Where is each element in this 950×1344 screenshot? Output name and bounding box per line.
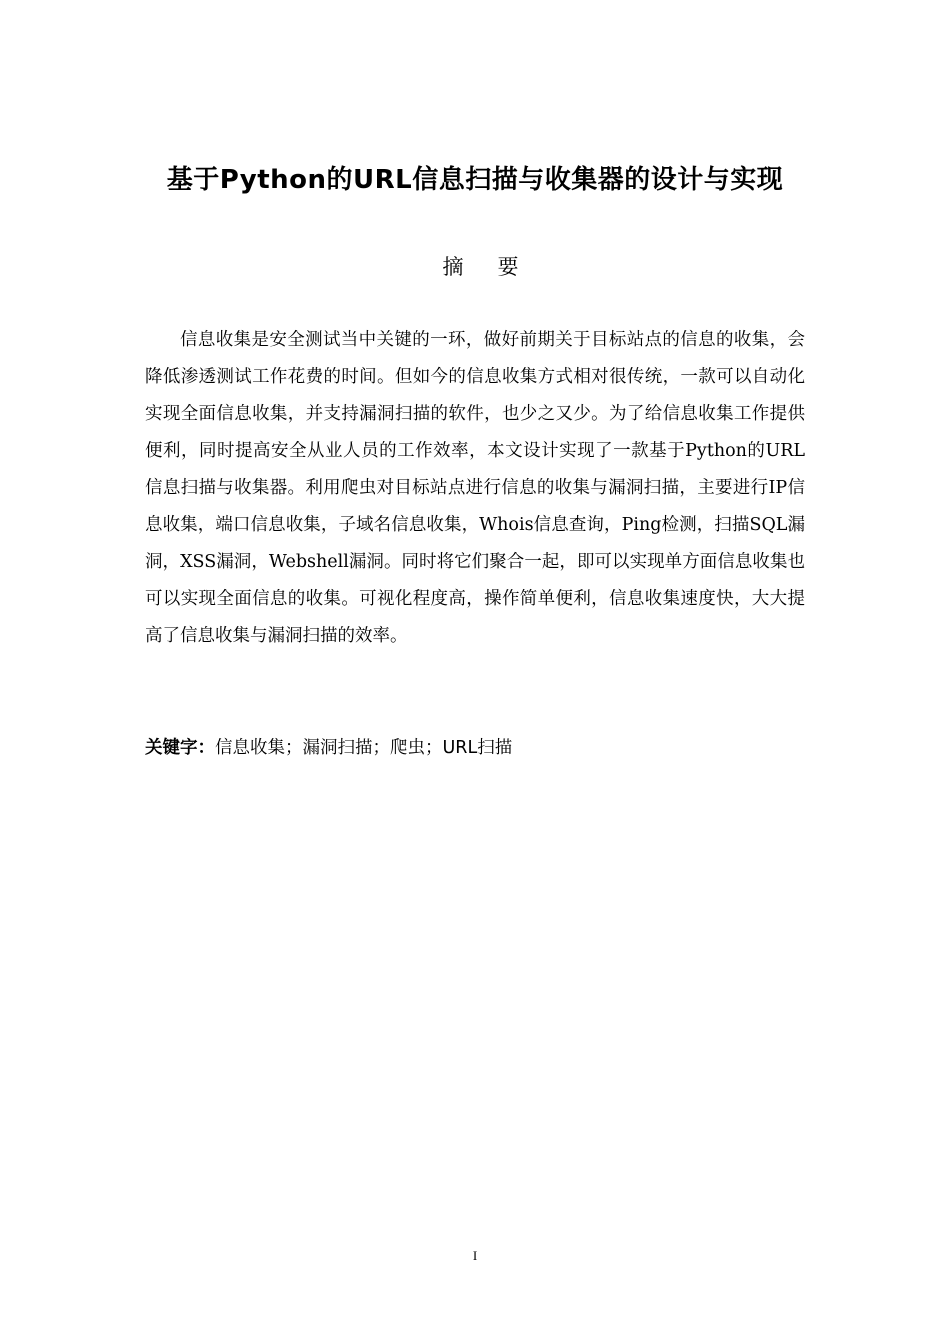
paper-title: 基于Python的URL信息扫描与收集器的设计与实现 xyxy=(166,165,784,195)
abstract-heading: 摘要 xyxy=(442,255,553,279)
keywords-line xyxy=(145,732,805,764)
abstract-paragraph: 信息收集是安全测试当中关键的一环，做好前期关于目标站点的信息的收集，会降低渗透测试工作花费的时间。但如今的信息收集方式相对很传统，一款可以自动化实现全面信息收集，并支持漏洞扫描的软件，也少之又少。为了给信息收集工作提供便利，同时提高安全从业人员的工作效率，本文设计实现了一款基于Python的URL信息扫描与收集器。利用爬虫对目标站点进行信息的收集与漏洞扫描，主要进行IP信息收集，端口信息收集，子域名信息收集，Whois信息查询，Ping检测，扫描SQL漏洞，XSS漏洞，Webshell漏洞。同时将它们聚合一起，即可以实现单方面信息收集也可以实现全面信息的收集。可视化程度高，操作简单便利，信息收集速度快，大大提高了信息收集与漏洞扫描的效率。 xyxy=(145,330,805,646)
keywords-text: 信息收集；漏洞扫描；爬虫；URL扫描 xyxy=(215,738,513,758)
page-number: I xyxy=(472,1248,478,1263)
keywords-label: 关键字： xyxy=(145,738,215,758)
